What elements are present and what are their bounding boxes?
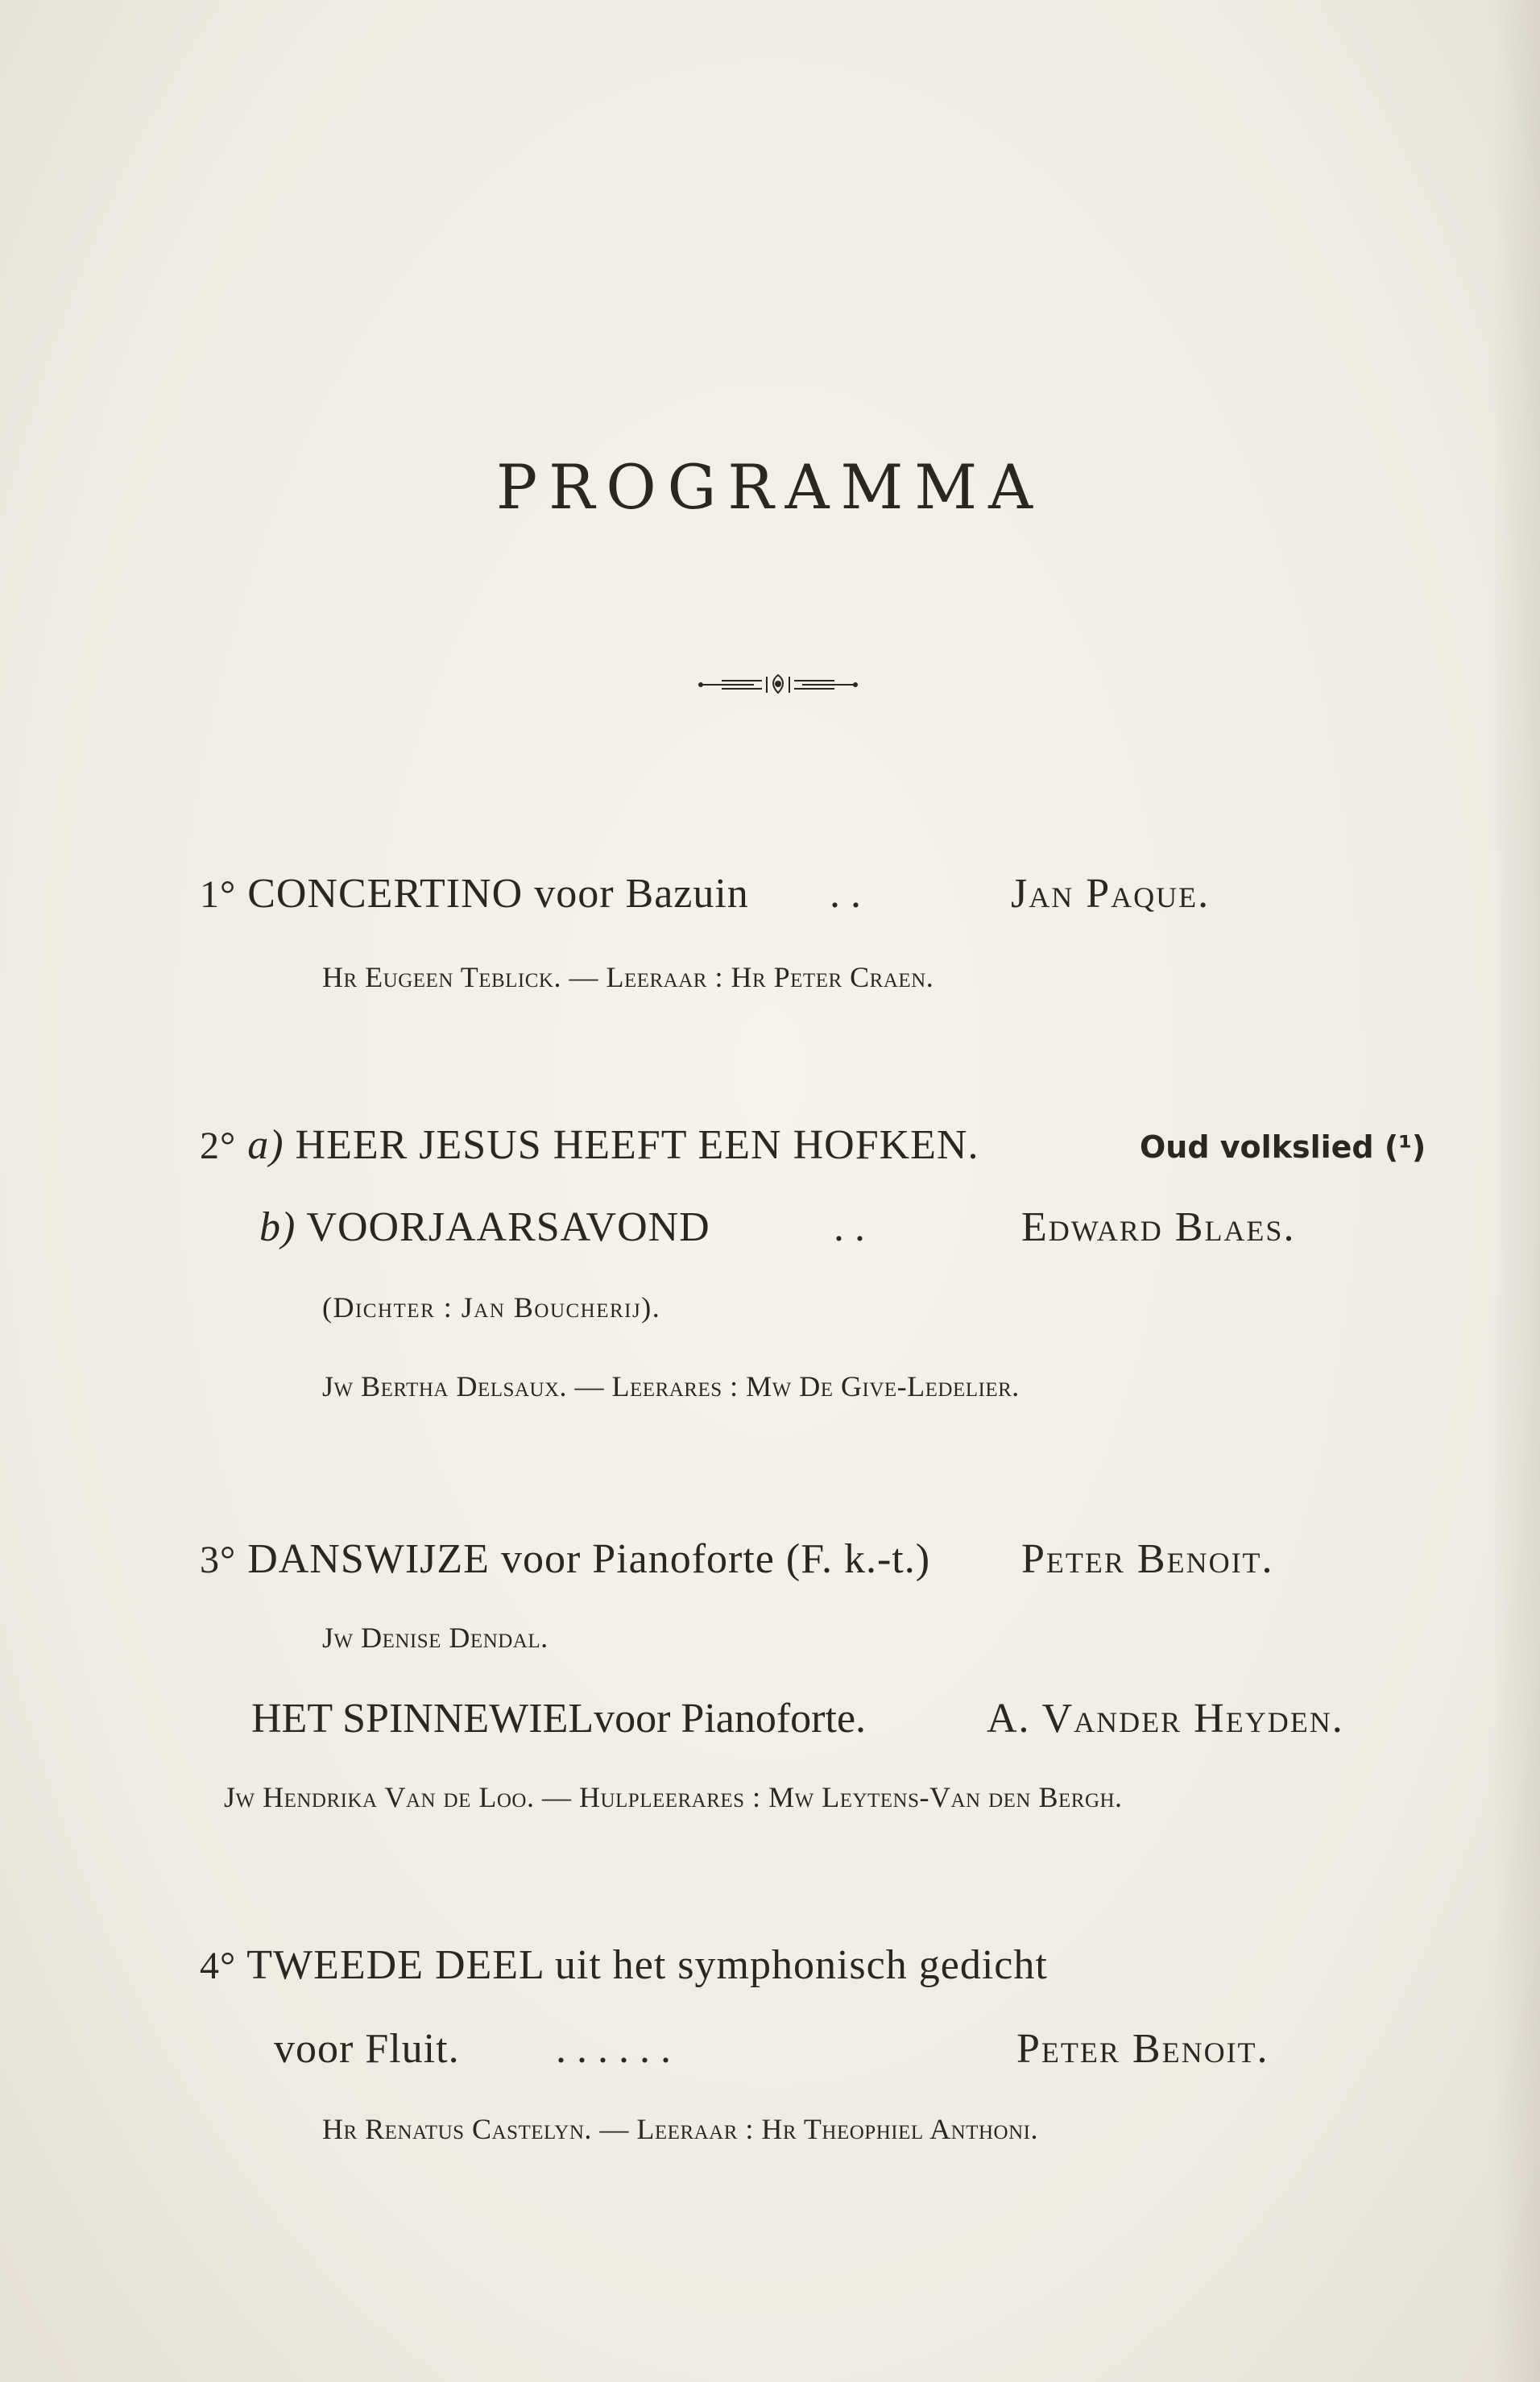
- item-1-performer: Hr Eugeen Teblick. — Leeraar : Hr Peter Craen.: [322, 961, 934, 993]
- item-3-performer: Jw Denise Dendal.: [322, 1622, 549, 1654]
- item-1-dots: . .: [830, 871, 861, 917]
- item-4-instrument: voor Fluit.: [274, 2026, 460, 2072]
- item-3-second-work: HET SPINNEWIEL: [251, 1696, 594, 1742]
- item-2-number: 2°: [200, 1125, 237, 1167]
- item-2-part-b-composer: Edward Blaes.: [1021, 1204, 1296, 1250]
- item-4-work: TWEEDE DEEL: [246, 1942, 544, 1988]
- ornament-divider: [698, 669, 859, 701]
- item-3-second-line: [251, 1695, 866, 1742]
- item-2-part-b-label: b): [259, 1204, 296, 1250]
- item-1-instrument: voor Bazuin: [534, 871, 749, 917]
- item-1-line: [200, 870, 749, 918]
- item-1-number: 1°: [200, 873, 237, 916]
- item-2-line-a: [200, 1121, 979, 1169]
- item-2-part-a-work: HEER JESUS HEEFT EEN HOFKEN.: [295, 1122, 979, 1168]
- item-3-second-performer: Jw Hendrika Van de Loo. — Hulpleerares : Mw Leytens-Van den Bergh.: [224, 1781, 1123, 1813]
- item-3-second-composer: A. Vander Heyden.: [987, 1696, 1344, 1742]
- item-1-composer: Jan Paque.: [1011, 871, 1211, 917]
- item-2-part-b-dots: . .: [834, 1204, 865, 1250]
- item-4-dots: . . . . . .: [556, 2026, 671, 2072]
- item-2-part-a-note: Oud volkslied (¹): [1140, 1129, 1426, 1165]
- page-edge-shadow: [1492, 0, 1540, 2382]
- item-4-composer: Peter Benoit.: [1016, 2026, 1269, 2072]
- item-3-second-instrument: voor Pianoforte.: [594, 1696, 867, 1742]
- item-4-number: 4°: [200, 1945, 237, 1987]
- item-4-description: uit het symphonisch gedicht: [554, 1942, 1048, 1988]
- item-4-line: [200, 1941, 1048, 1989]
- item-1-work: CONCERTINO: [247, 871, 524, 917]
- item-2-poet: (Dichter : Jan Boucherij).: [322, 1291, 661, 1324]
- item-2-performer: Jw Bertha Delsaux. — Leerares : Mw De Give-Ledelier.: [322, 1370, 1020, 1402]
- item-3-line: [200, 1535, 930, 1583]
- item-2-line-b: [259, 1203, 710, 1251]
- item-3-work: DANSWIJZE: [247, 1536, 490, 1582]
- item-4-performer: Hr Renatus Castelyn. — Leeraar : Hr Theophiel Anthoni.: [322, 2113, 1038, 2145]
- item-3-composer: Peter Benoit.: [1021, 1536, 1274, 1582]
- item-3-instrument: voor Pianoforte (F. k.-t.): [500, 1536, 931, 1582]
- item-2-part-b-work: VOORJAARSAVOND: [306, 1204, 710, 1250]
- item-3-number: 3°: [200, 1539, 237, 1581]
- page-title: PROGRAMMA: [495, 451, 1044, 523]
- item-2-part-a-label: a): [247, 1122, 284, 1168]
